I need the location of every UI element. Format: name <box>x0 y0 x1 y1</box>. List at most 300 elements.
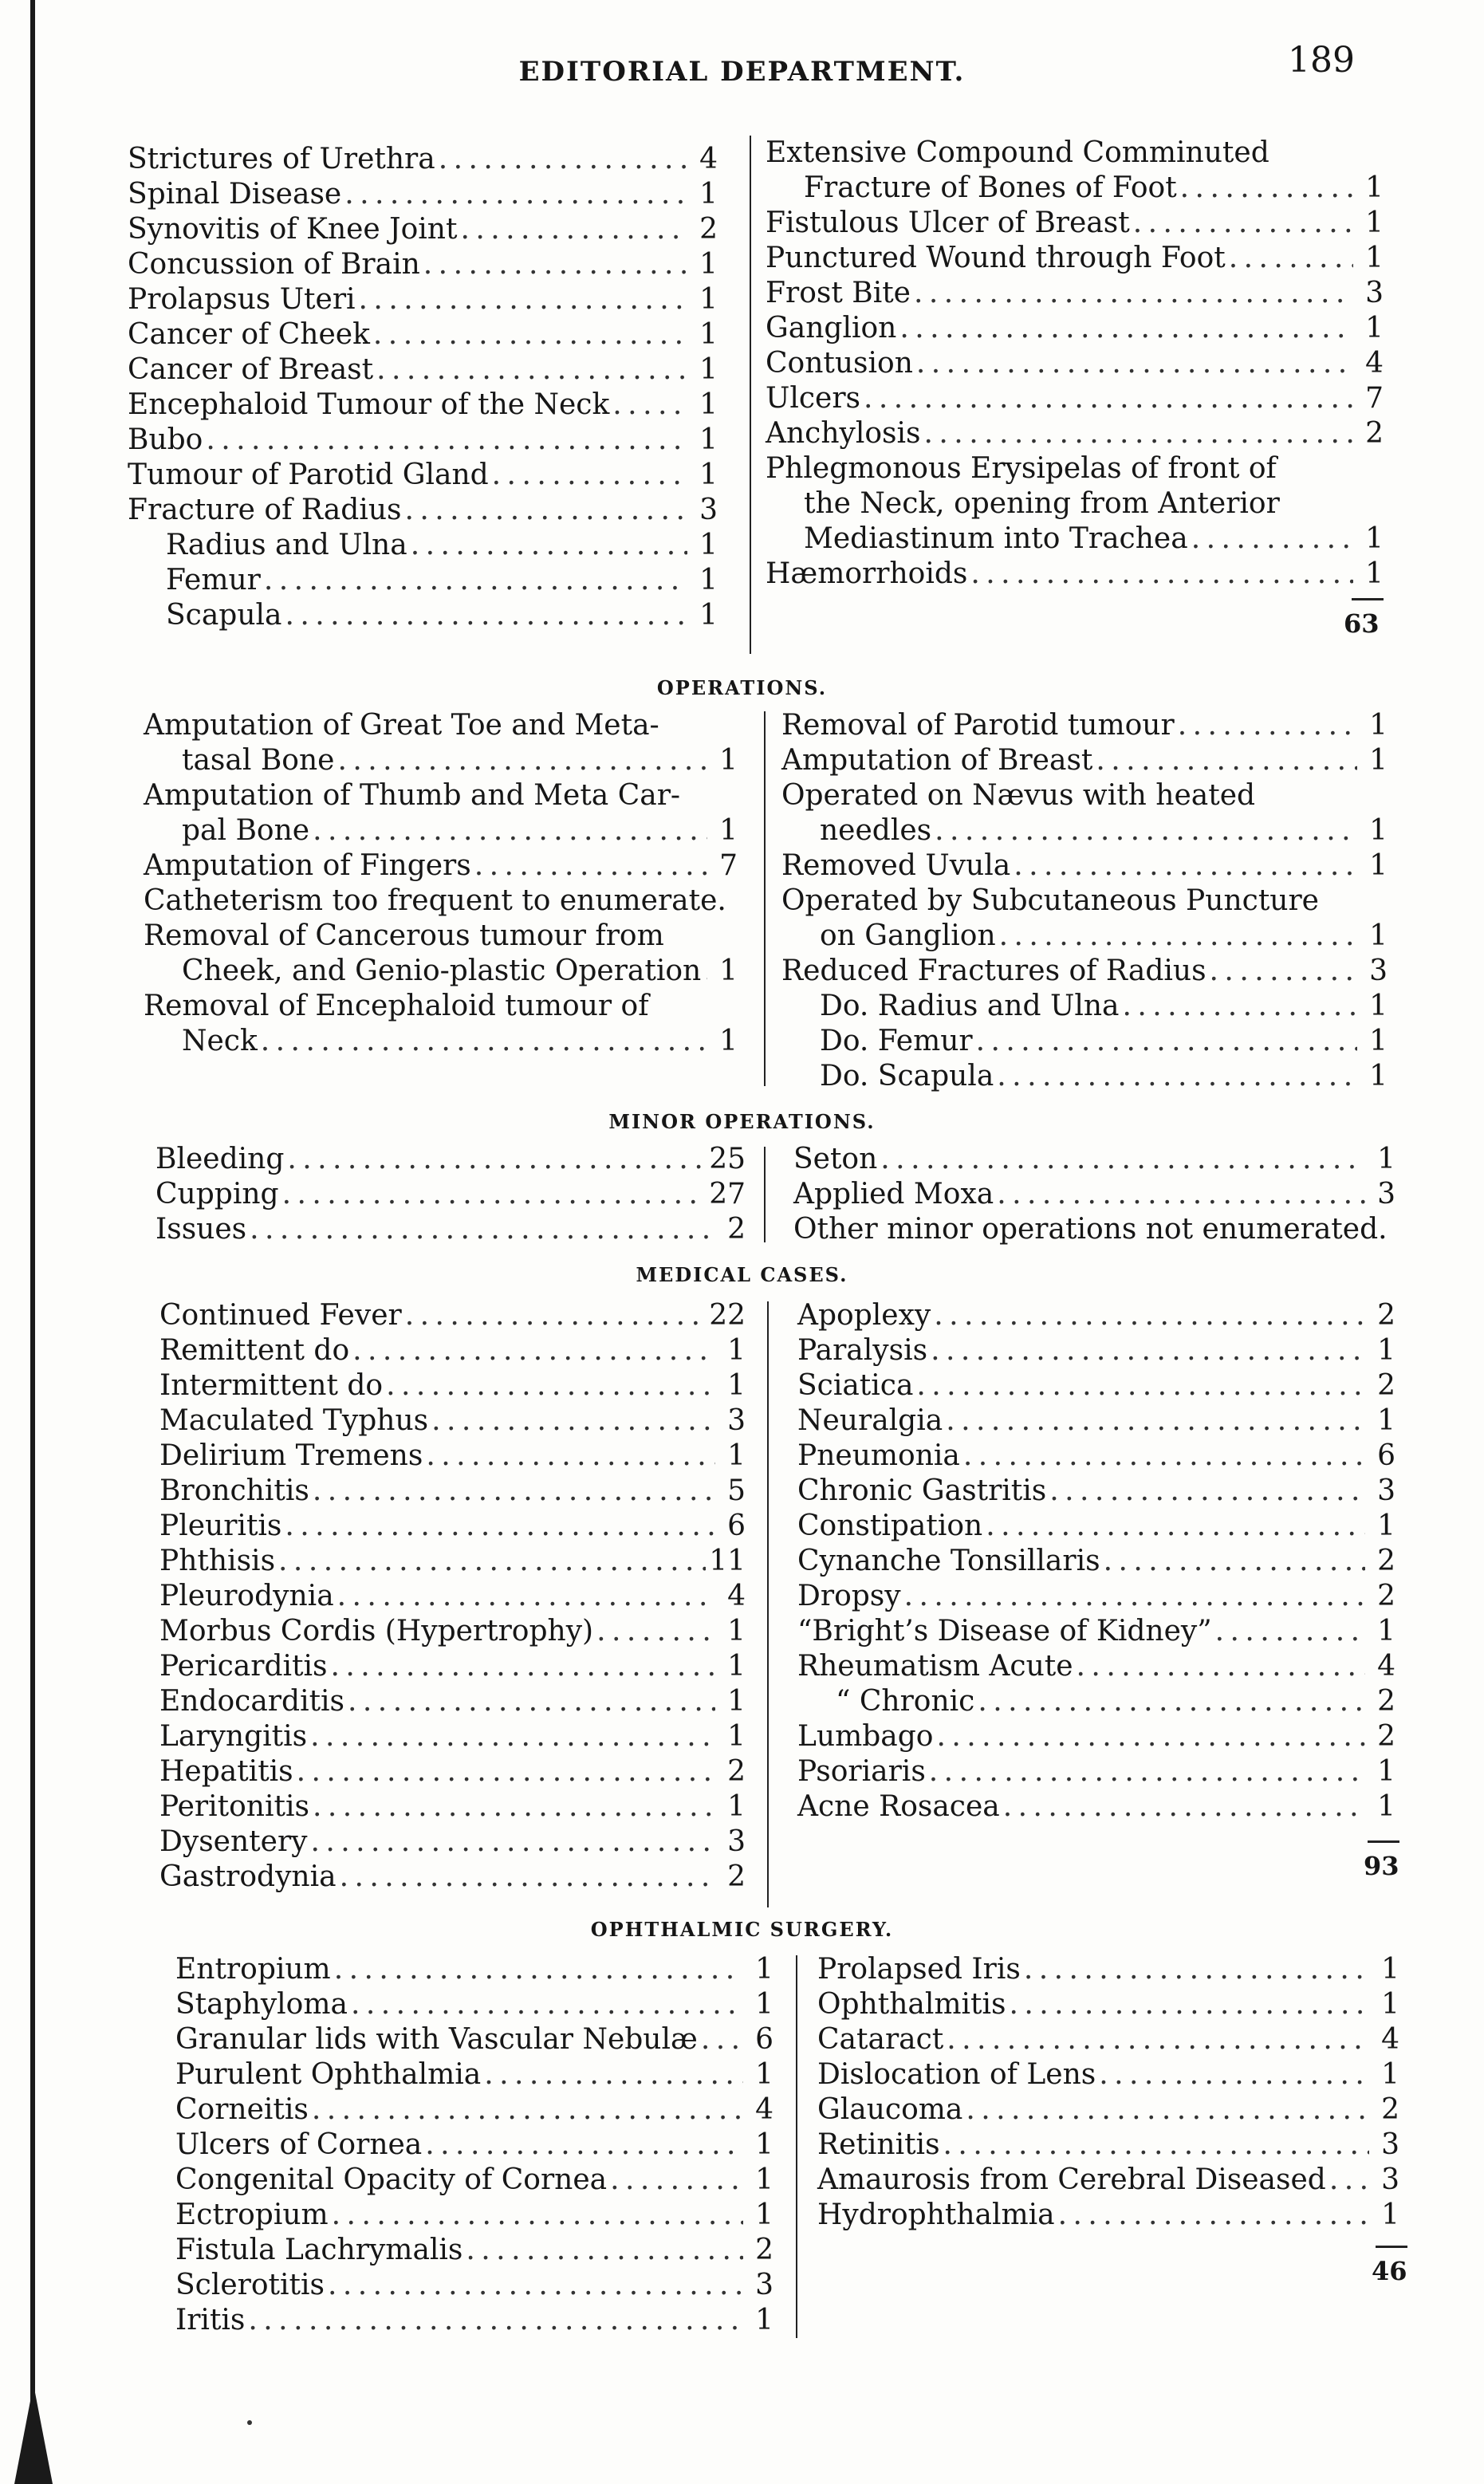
leader-dots <box>312 2092 743 2128</box>
entry-name: Cataract <box>817 2023 944 2056</box>
list-item <box>159 1544 746 1579</box>
entry-count: 1 <box>699 248 718 281</box>
list-item <box>159 1579 746 1614</box>
list-item <box>797 1684 1395 1719</box>
list-item <box>766 171 1384 206</box>
entry-count: 3 <box>1377 1178 1395 1211</box>
entry-count: 6 <box>755 2023 773 2056</box>
entry-count: 2 <box>1377 1720 1395 1753</box>
entry-name: the Neck, opening from Anterior <box>804 487 1280 520</box>
leader-dots <box>1123 989 1358 1024</box>
entry-name: Bubo <box>128 423 203 456</box>
leader-dots <box>904 1579 1365 1614</box>
leader-dots <box>1133 206 1353 241</box>
entry-name: Acne Rosacea <box>797 1790 1000 1823</box>
list-item <box>155 1177 746 1212</box>
list-item <box>781 743 1388 778</box>
leader-dots <box>405 1298 706 1333</box>
entry-name: Endocarditis <box>159 1685 345 1718</box>
list-item <box>817 2092 1399 2128</box>
entry-count: 1 <box>755 2058 773 2091</box>
entry-count: 1 <box>755 2163 773 2196</box>
entry-count: 1 <box>1365 171 1384 204</box>
leader-dots <box>1180 171 1353 206</box>
medical-left-column <box>159 1298 746 1895</box>
entry-count: 2 <box>755 2234 773 2266</box>
list-item <box>159 1439 746 1474</box>
entry-count: 1 <box>719 955 738 987</box>
entry-name: on Ganglion <box>820 919 996 952</box>
leader-dots <box>344 177 687 212</box>
entry-count: 1 <box>755 2128 773 2161</box>
leader-dots <box>310 1825 715 1860</box>
leader-dots <box>250 1212 715 1247</box>
entry-name: Do. Scapula <box>820 1060 994 1092</box>
list-item <box>817 1952 1399 1987</box>
entry-count: 7 <box>719 849 738 882</box>
entry-count: 1 <box>1377 1510 1395 1542</box>
leader-dots <box>929 1754 1365 1789</box>
leader-dots <box>976 1024 1357 1059</box>
entry-name: Corneitis <box>175 2093 309 2126</box>
list-item <box>797 1614 1395 1649</box>
list-item <box>159 1298 746 1333</box>
leader-dots <box>474 848 707 884</box>
list-item <box>781 919 1388 954</box>
list-item <box>781 989 1388 1024</box>
entry-count: 1 <box>699 388 718 421</box>
entry-count: 2 <box>1381 2093 1399 2126</box>
entry-name: Cupping <box>155 1178 279 1211</box>
entry-count: 1 <box>699 529 718 561</box>
entry-count: 2 <box>727 1755 746 1788</box>
entry-name: Fistulous Ulcer of Breast <box>766 207 1130 239</box>
list-item <box>781 708 1388 743</box>
leader-dots <box>248 2303 743 2338</box>
medical-right-column <box>797 1298 1395 1825</box>
entry-count: 1 <box>1365 522 1384 555</box>
leader-dots <box>1191 522 1353 557</box>
list-item <box>797 1719 1395 1754</box>
entry-count: 4 <box>755 2093 773 2126</box>
entry-count: 1 <box>1377 1404 1395 1437</box>
list-item <box>175 1952 773 1987</box>
entry-name: Staphyloma <box>175 1988 348 2021</box>
leader-dots <box>936 1719 1365 1754</box>
entry-count: 3 <box>755 2269 773 2301</box>
column-divider <box>796 1955 797 2338</box>
leader-dots <box>1077 1649 1365 1684</box>
entry-name: Bronchitis <box>159 1474 309 1507</box>
list-item <box>159 1719 746 1754</box>
list-item <box>128 177 718 212</box>
entry-name: Prolapsed Iris <box>817 1953 1021 1986</box>
entry-count: 4 <box>1365 347 1384 380</box>
list-item <box>175 2268 773 2303</box>
entry-count: 4 <box>727 1580 746 1612</box>
leader-dots <box>934 1298 1365 1333</box>
list-item <box>128 212 718 247</box>
entry-name: “ Chronic <box>836 1685 975 1718</box>
entry-name: Spinal Disease <box>128 178 342 211</box>
leader-dots <box>297 1754 715 1789</box>
entry-count: 7 <box>1365 382 1384 415</box>
entry-name: Purulent Ophthalmia <box>175 2058 482 2091</box>
entry-count: 1 <box>1365 207 1384 239</box>
entry-name: Maculated Typhus <box>159 1404 429 1437</box>
leader-dots <box>997 1059 1357 1094</box>
list-item <box>781 813 1388 848</box>
entry-name: “Bright’s Disease of Kidney” <box>797 1615 1212 1647</box>
entry-name: Congenital Opacity of Cornea <box>175 2163 608 2196</box>
entry-count: 4 <box>1381 2023 1399 2056</box>
entry-count: 27 <box>709 1178 746 1211</box>
entry-count: 1 <box>727 1369 746 1402</box>
entry-name: Issues <box>155 1213 247 1246</box>
entry-count: 1 <box>727 1615 746 1647</box>
list-item <box>797 1509 1395 1544</box>
entry-name: Glaucoma <box>817 2093 963 2126</box>
list-item <box>159 1403 746 1439</box>
leader-dots <box>978 1684 1365 1719</box>
list-item <box>766 451 1384 486</box>
list-item <box>781 778 1388 813</box>
entry-name: Chronic Gastritis <box>797 1474 1047 1507</box>
surgical-total: 63 <box>1344 608 1380 639</box>
entry-name: Amputation of Fingers <box>144 849 471 882</box>
leader-dots <box>386 1368 715 1403</box>
list-item <box>144 813 738 848</box>
surgical-section <box>128 136 1395 654</box>
entry-name: Cheek, and Genio-plastic Operation <box>182 955 702 987</box>
leader-dots <box>1058 2198 1369 2233</box>
entry-count: 2 <box>1377 1545 1395 1577</box>
leader-dots <box>966 2092 1369 2128</box>
leader-dots <box>466 2233 743 2268</box>
entry-count: 4 <box>699 143 718 175</box>
list-item <box>817 2198 1399 2233</box>
leader-dots <box>310 1719 715 1754</box>
entry-count: 1 <box>1369 709 1388 742</box>
entry-count: 1 <box>1377 1334 1395 1367</box>
leader-dots <box>986 1509 1365 1544</box>
entry-name: Operated by Subcutaneous Puncture <box>781 884 1319 917</box>
leader-dots <box>313 813 707 848</box>
list-item <box>817 1987 1399 2022</box>
entry-name: Hæmorrhoids <box>766 557 968 590</box>
leader-dots <box>1178 708 1357 743</box>
list-item <box>155 1212 746 1247</box>
leader-dots <box>1003 1789 1365 1825</box>
leader-dots <box>261 1024 707 1059</box>
ophthalmic-heading: OPHTHALMIC SURGERY. <box>590 1918 894 1941</box>
leader-dots <box>431 1403 715 1439</box>
list-item <box>175 2198 773 2233</box>
list-item <box>766 241 1384 276</box>
minor-right-column <box>793 1142 1395 1247</box>
entry-count: 11 <box>709 1545 746 1577</box>
entry-count: 2 <box>727 1860 746 1893</box>
entry-name: Remittent do <box>159 1334 350 1367</box>
list-item <box>766 206 1384 241</box>
entry-name: Hydrophthalmia <box>817 2199 1055 2231</box>
leader-dots <box>264 563 687 598</box>
entry-name: Continued Fever <box>159 1299 402 1332</box>
leader-dots <box>328 2268 743 2303</box>
leader-dots <box>492 458 687 493</box>
entry-count: 1 <box>719 744 738 777</box>
list-item <box>159 1825 746 1860</box>
leader-dots <box>916 1368 1365 1403</box>
list-item <box>781 1024 1388 1059</box>
leader-dots <box>1215 1614 1365 1649</box>
leader-dots <box>914 276 1353 311</box>
entry-count: 2 <box>1377 1369 1395 1402</box>
list-item <box>797 1754 1395 1789</box>
entry-name: Removal of Cancerous tumour from <box>144 919 664 952</box>
entry-name: Seton <box>793 1143 878 1175</box>
leader-dots <box>1014 848 1357 884</box>
entry-name: Amputation of Great Toe and Meta- <box>144 709 659 742</box>
entry-name: Dislocation of Lens <box>817 2058 1096 2091</box>
list-item <box>781 954 1388 989</box>
leader-dots <box>612 388 687 423</box>
entry-count: 1 <box>1369 919 1388 952</box>
leader-dots <box>999 919 1357 954</box>
entry-count: 1 <box>727 1334 746 1367</box>
list-item <box>144 1024 738 1059</box>
entry-name: Sciatica <box>797 1369 914 1402</box>
list-item <box>128 598 718 633</box>
entry-name: Applied Moxa <box>793 1178 994 1211</box>
entry-name: Morbus Cordis (Hypertrophy) <box>159 1615 594 1647</box>
entry-name: Do. Femur <box>820 1025 973 1057</box>
leader-dots <box>348 1684 715 1719</box>
ophthalmic-right-column <box>817 1952 1399 2233</box>
page-number: 189 <box>1288 40 1355 81</box>
list-item <box>766 522 1384 557</box>
leader-dots <box>426 1439 715 1474</box>
list-item <box>797 1579 1395 1614</box>
list-item <box>144 884 738 919</box>
leader-dots <box>943 2128 1369 2163</box>
entry-count: 1 <box>699 318 718 351</box>
entry-name: Mediastinum into Trachea <box>804 522 1188 555</box>
entry-count: 1 <box>699 283 718 316</box>
ophthalmic-left-column <box>175 1952 773 2338</box>
leader-dots <box>924 416 1353 451</box>
leader-dots <box>1009 1987 1369 2022</box>
entry-name: Operated on Nævus with heated <box>781 779 1256 812</box>
entry-count: 1 <box>699 423 718 456</box>
entry-name: Bleeding <box>155 1143 285 1175</box>
list-item <box>766 486 1384 522</box>
list-item <box>797 1368 1395 1403</box>
entry-count: 1 <box>1369 744 1388 777</box>
entry-count: 1 <box>1377 1615 1395 1647</box>
medical-cases-heading: MEDICAL CASES. <box>636 1263 848 1286</box>
surgical-left-column <box>128 142 718 633</box>
entry-name: Neck <box>182 1025 258 1057</box>
leader-dots <box>916 346 1353 381</box>
list-item <box>128 423 718 458</box>
entry-name: Frost Bite <box>766 277 911 309</box>
entry-count: 1 <box>1381 2199 1399 2231</box>
list-item <box>766 416 1384 451</box>
leader-dots <box>423 247 687 282</box>
list-item <box>159 1860 746 1895</box>
entry-count: 1 <box>699 564 718 596</box>
list-item <box>175 2303 773 2338</box>
entry-name: Pneumonia <box>797 1439 960 1472</box>
entry-name: Paralysis <box>797 1334 928 1367</box>
list-item <box>766 276 1384 311</box>
column-divider <box>750 136 751 654</box>
minor-left-column <box>155 1142 746 1247</box>
entry-name: Sclerotitis <box>175 2269 325 2301</box>
entry-count: 2 <box>1377 1580 1395 1612</box>
leader-dots <box>1099 2057 1369 2092</box>
entry-name: Removal of Parotid tumour <box>781 709 1175 742</box>
entry-count: 1 <box>1369 814 1388 847</box>
list-item <box>159 1614 746 1649</box>
entry-count: 3 <box>1381 2163 1399 2196</box>
leader-dots <box>1329 2163 1369 2198</box>
entry-name: Fistula Lachrymalis <box>175 2234 463 2266</box>
entry-count: 1 <box>719 814 738 847</box>
list-item <box>128 493 718 528</box>
leader-dots <box>963 1439 1365 1474</box>
leader-dots <box>1229 241 1353 276</box>
leader-dots <box>701 2022 743 2057</box>
list-item <box>144 708 738 743</box>
leader-dots <box>425 2128 743 2163</box>
leader-dots <box>411 528 687 563</box>
entry-name: Cynanche Tonsillaris <box>797 1545 1100 1577</box>
leader-dots <box>970 557 1353 592</box>
list-item <box>781 848 1388 884</box>
entry-name: Ectropium <box>175 2199 329 2231</box>
minor-operations-heading: MINOR OPERATIONS. <box>608 1110 876 1133</box>
entry-name: Apoplexy <box>797 1299 931 1332</box>
entry-name: Reduced Fractures of Radius <box>781 955 1206 987</box>
list-item <box>159 1509 746 1544</box>
leader-dots <box>206 423 687 458</box>
entry-name: Scapula <box>166 599 282 632</box>
entry-count: 1 <box>727 1439 746 1472</box>
list-item <box>797 1298 1395 1333</box>
leader-dots <box>1210 954 1357 989</box>
leader-dots <box>899 311 1353 346</box>
leader-dots <box>359 282 687 317</box>
list-item <box>159 1649 746 1684</box>
list-item <box>128 563 718 598</box>
list-item <box>128 352 718 388</box>
leader-dots <box>484 2057 743 2092</box>
stray-ink-dot <box>247 2420 252 2425</box>
list-item <box>817 2022 1399 2057</box>
entry-name: Synovitis of Knee Joint <box>128 213 458 246</box>
list-item <box>766 311 1384 346</box>
leader-dots <box>282 1177 707 1212</box>
leader-dots <box>946 1403 1365 1439</box>
leader-dots <box>610 2163 743 2198</box>
leader-dots <box>330 1649 715 1684</box>
column-divider <box>764 711 766 1086</box>
list-item <box>797 1649 1395 1684</box>
entry-count: 6 <box>1377 1439 1395 1472</box>
entry-count: 3 <box>727 1404 746 1437</box>
leader-dots <box>337 1579 715 1614</box>
list-item <box>128 528 718 563</box>
list-item <box>797 1544 1395 1579</box>
entry-name: Ulcers <box>766 382 861 415</box>
entry-name: Laryngitis <box>159 1720 308 1753</box>
column-divider <box>767 1301 769 1907</box>
operations-right-column <box>781 708 1388 1094</box>
entry-name: tasal Bone <box>182 744 335 777</box>
leader-dots <box>404 493 687 528</box>
entry-name: Pleuritis <box>159 1510 282 1542</box>
list-item <box>793 1142 1395 1177</box>
entry-name: Cancer of Breast <box>128 353 374 386</box>
leader-dots <box>334 1952 743 1987</box>
list-item <box>766 381 1384 416</box>
entry-name: Intermittent do <box>159 1369 384 1402</box>
list-item <box>128 388 718 423</box>
leader-dots <box>287 1142 706 1177</box>
entry-name: Lumbago <box>797 1720 934 1753</box>
entry-count: 1 <box>1369 849 1388 882</box>
minor-operations-section <box>155 1142 1399 1254</box>
entry-count: 1 <box>727 1685 746 1718</box>
leader-dots <box>352 1333 715 1368</box>
leader-dots <box>947 2022 1369 2057</box>
ophthalmic-total: 46 <box>1372 2256 1407 2286</box>
list-item <box>144 989 738 1024</box>
entry-name: Iritis <box>175 2304 246 2336</box>
entry-name: Ganglion <box>766 312 897 344</box>
entry-name: Prolapsus Uteri <box>128 283 356 316</box>
leader-dots <box>278 1544 706 1579</box>
entry-name: Dropsy <box>797 1580 901 1612</box>
entry-count: 1 <box>1369 1060 1388 1092</box>
entry-name: Tumour of Parotid Gland <box>128 459 489 491</box>
leader-dots <box>460 212 687 247</box>
leader-dots <box>1049 1474 1365 1509</box>
list-item <box>766 557 1384 592</box>
entry-name: Strictures of Urethra <box>128 143 435 175</box>
operations-heading: OPERATIONS. <box>656 676 828 699</box>
list-item <box>175 2022 773 2057</box>
medical-total: 93 <box>1364 1851 1399 1881</box>
entry-count: 1 <box>755 1953 773 1986</box>
entry-count: 1 <box>699 599 718 632</box>
list-item <box>175 2092 773 2128</box>
leader-dots <box>704 954 707 989</box>
entry-count: 1 <box>755 2199 773 2231</box>
entry-count: 1 <box>1365 312 1384 344</box>
entry-count: 3 <box>1369 955 1388 987</box>
entry-count: 3 <box>727 1825 746 1858</box>
entry-name: Removal of Encephaloid tumour of <box>144 990 649 1022</box>
entry-count: 3 <box>1365 277 1384 309</box>
list-item <box>175 2057 773 2092</box>
entry-name: Ulcers of Cornea <box>175 2128 423 2161</box>
entry-name: Removed Uvula <box>781 849 1011 882</box>
leader-dots <box>935 813 1357 848</box>
entry-name: Peritonitis <box>159 1790 309 1823</box>
